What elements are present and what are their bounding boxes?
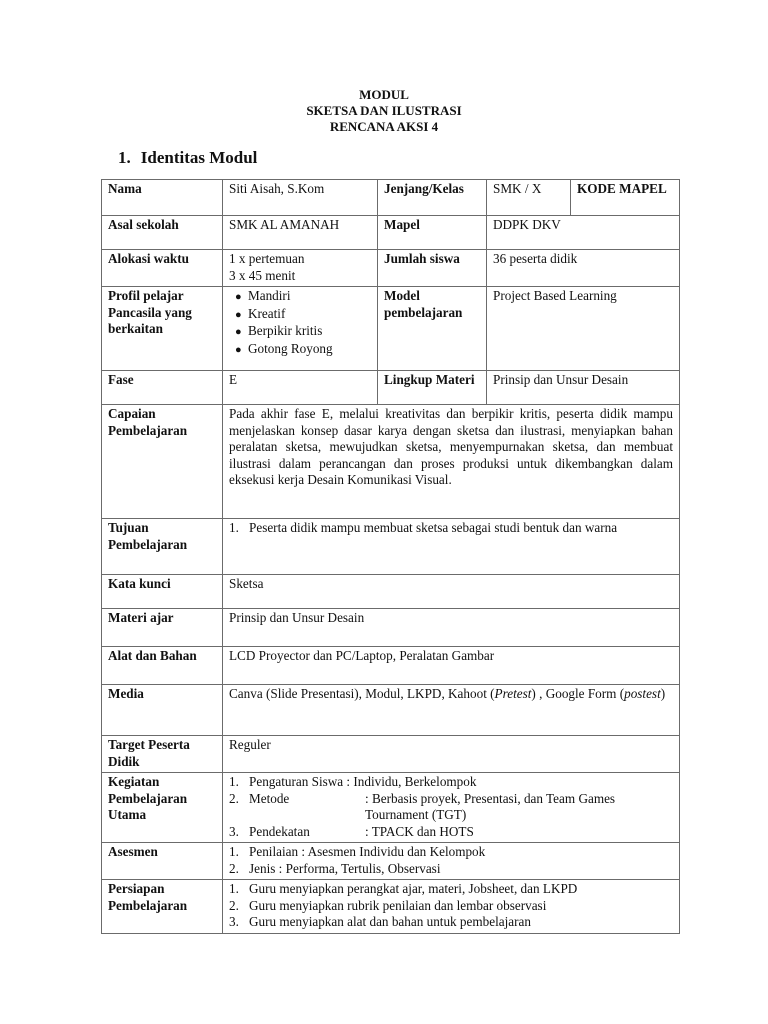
- table-row-materi-ajar: [102, 609, 680, 647]
- bullet-icon: ●: [235, 308, 242, 321]
- profil-item: Gotong Royong: [248, 340, 333, 356]
- media-text-1: Canva (Slide Presentasi), Modul, LKPD, Kahoot (: [229, 686, 495, 701]
- profil-item: Mandiri: [248, 288, 291, 303]
- module-title: SKETSA DAN ILUSTRASI: [306, 103, 462, 118]
- list-item: [229, 520, 673, 537]
- value-kata-kunci: Sketsa: [223, 575, 680, 609]
- section-number: 1.: [118, 148, 131, 167]
- label-model-pembelajaran: Model pembelajaran: [378, 287, 487, 371]
- kegiatan-list: [229, 774, 673, 840]
- kegiatan-key: Pendekatan: [249, 823, 310, 839]
- bullet-icon: ●: [235, 326, 242, 338]
- label-profil-pelajar: Profil pelajar Pancasila yang berkaitan: [102, 287, 223, 371]
- list-number: 2.: [229, 897, 239, 913]
- label-jumlah-siswa: Jumlah siswa: [378, 250, 487, 287]
- value-fase: E: [223, 371, 378, 405]
- bullet-icon: ●: [235, 343, 242, 356]
- value-jumlah-siswa: 36 peserta didik: [487, 250, 680, 287]
- value-target: Reguler: [223, 736, 680, 773]
- persiapan-item: Guru menyiapkan rubrik penilaian dan lembar observasi: [249, 897, 547, 913]
- value-nama: Siti Aisah, S.Kom: [223, 180, 378, 216]
- profil-item: Kreatif: [248, 305, 286, 321]
- value-media: [223, 685, 680, 736]
- value-mapel: DDPK DKV: [487, 216, 680, 250]
- asesmen-item: Jenis : Performa, Tertulis, Observasi: [249, 860, 441, 876]
- profil-item: Berpikir kritis: [248, 323, 323, 338]
- list-item: [229, 914, 673, 931]
- kegiatan-key: Metode: [249, 790, 290, 806]
- section-title-text: Identitas Modul: [140, 148, 258, 167]
- list-item: [229, 288, 371, 306]
- value-persiapan: [223, 880, 680, 934]
- value-jenjang-kelas: SMK / X: [487, 180, 571, 216]
- asesmen-item: Penilaian : Asesmen Individu dan Kelompok: [249, 844, 486, 859]
- list-item: [229, 881, 673, 898]
- list-number: 3.: [229, 914, 239, 929]
- value-lingkup-materi: Prinsip dan Unsur Desain: [487, 371, 680, 405]
- list-item: [229, 791, 673, 824]
- module-heading: MODUL: [359, 87, 409, 102]
- label-capaian: Capaian Pembelajaran: [102, 405, 223, 519]
- value-model-pembelajaran: Project Based Learning: [487, 287, 680, 371]
- section-heading: [118, 148, 257, 168]
- label-kode-mapel: KODE MAPEL: [571, 180, 680, 216]
- label-jenjang-kelas: Jenjang/Kelas: [378, 180, 487, 216]
- alokasi-line-2: 3 x 45 menit: [229, 267, 296, 283]
- tujuan-item: Peserta didik mampu membuat sketsa sebagai studi bentuk dan warna: [249, 520, 618, 535]
- label-fase: Fase: [102, 371, 223, 405]
- list-number: 2.: [229, 790, 239, 806]
- module-subtitle: RENCANA AKSI 4: [329, 119, 439, 134]
- value-capaian: Pada akhir fase E, melalui kreativitas dan berpikir kritis, peserta didik mampu menjelaskan konsep dasar karya dengan sketsa dan ilustrasi, menyiapkan bahan peralatan sketsa, mewujudkan sketsa, menyempurnakan sketsa, dan membuat ilustrasi dalam perancangan dan proses produksi untuk dikembangkan dalam eksekusi kerja Desain Komunikasi Visual.: [223, 405, 680, 519]
- label-tujuan: Tujuan Pembelajaran: [102, 519, 223, 575]
- label-kata-kunci: Kata kunci: [102, 575, 223, 609]
- value-asesmen: [223, 843, 680, 880]
- table-row-profil-pelajar: [102, 287, 680, 371]
- kegiatan-value: : TPACK dan HOTS: [365, 823, 474, 839]
- media-text-2: ) , Google Form (: [531, 686, 625, 701]
- table-row-capaian: [102, 405, 680, 519]
- label-alat-bahan: Alat dan Bahan: [102, 647, 223, 685]
- kegiatan-item: Pengaturan Siswa : Individu, Berkelompok: [249, 774, 477, 789]
- table-row-tujuan: [102, 519, 680, 575]
- label-media: Media: [102, 685, 223, 736]
- list-number: 1.: [229, 844, 239, 859]
- list-item: [229, 898, 673, 915]
- label-persiapan: Persiapan Pembelajaran: [102, 880, 223, 934]
- list-item: [229, 323, 371, 341]
- table-row-kegiatan: [102, 773, 680, 843]
- label-asesmen: Asesmen: [102, 843, 223, 880]
- label-target: Target Peserta Didik: [102, 736, 223, 773]
- list-item: [229, 306, 371, 324]
- label-lingkup-materi: Lingkup Materi: [378, 371, 487, 405]
- value-materi-ajar: Prinsip dan Unsur Desain: [223, 609, 680, 647]
- persiapan-item: Guru menyiapkan alat dan bahan untuk pembelajaran: [249, 914, 531, 929]
- list-item: [229, 341, 371, 359]
- media-italic-2: postest: [624, 686, 661, 701]
- label-mapel: Mapel: [378, 216, 487, 250]
- list-item: [229, 844, 673, 861]
- media-text-3: ): [660, 686, 666, 701]
- list-item: [229, 861, 673, 878]
- bullet-icon: ●: [235, 291, 242, 303]
- label-nama: Nama: [102, 180, 223, 216]
- label-alokasi-waktu: Alokasi waktu: [102, 250, 223, 287]
- table-row-alokasi-waktu: [102, 250, 680, 287]
- list-number: 1.: [229, 881, 239, 896]
- identity-table: [101, 179, 680, 934]
- value-profil-pelajar: [223, 287, 378, 371]
- value-asal-sekolah: SMK AL AMANAH: [223, 216, 378, 250]
- table-row-fase: [102, 371, 680, 405]
- persiapan-list: [229, 881, 673, 931]
- table-row-target: [102, 736, 680, 773]
- table-row-asesmen: [102, 843, 680, 880]
- list-number: 3.: [229, 823, 239, 839]
- value-tujuan: [223, 519, 680, 575]
- table-row-media: [102, 685, 680, 736]
- table-row-nama: [102, 180, 680, 216]
- list-item: [229, 824, 673, 841]
- tujuan-list: [229, 520, 673, 537]
- asesmen-list: [229, 844, 673, 877]
- profil-bullet-list: [229, 288, 371, 358]
- list-number: 1.: [229, 520, 239, 535]
- table-row-persiapan: [102, 880, 680, 934]
- table-row-alat-bahan: [102, 647, 680, 685]
- table-row-asal-sekolah: [102, 216, 680, 250]
- persiapan-item: Guru menyiapkan perangkat ajar, materi, Jobsheet, dan LKPD: [249, 881, 578, 896]
- value-kegiatan: [223, 773, 680, 843]
- label-kegiatan: Kegiatan Pembelajaran Utama: [102, 773, 223, 843]
- kegiatan-value: : Berbasis proyek, Presentasi, dan Team Games Tournament (TGT): [365, 790, 616, 822]
- value-alat-bahan: LCD Proyector dan PC/Laptop, Peralatan Gambar: [223, 647, 680, 685]
- list-item: [229, 774, 673, 791]
- alokasi-line-1: 1 x pertemuan: [229, 251, 305, 266]
- list-number: 2.: [229, 860, 239, 876]
- label-materi-ajar: Materi ajar: [102, 609, 223, 647]
- table-row-kata-kunci: [102, 575, 680, 609]
- label-asal-sekolah: Asal sekolah: [102, 216, 223, 250]
- list-number: 1.: [229, 774, 239, 789]
- value-alokasi-waktu: [223, 250, 378, 287]
- media-italic-1: Pretest: [494, 686, 532, 701]
